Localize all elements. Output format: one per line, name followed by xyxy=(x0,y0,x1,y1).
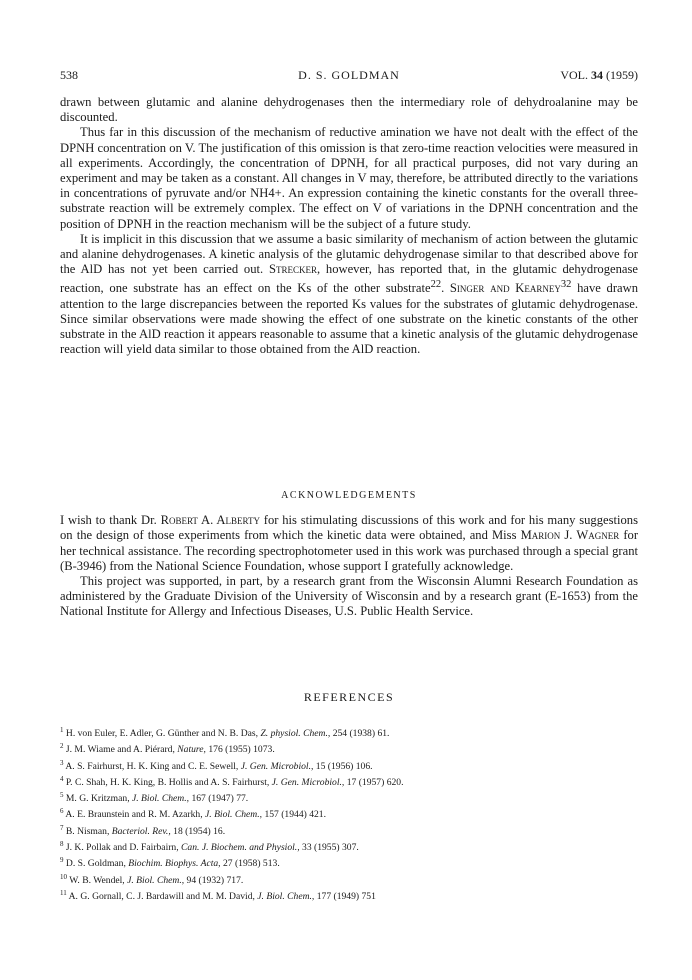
reference-volume-year-page: 15 (1956) 106. xyxy=(315,760,373,772)
reference-authors: J. K. Pollak and D. Fairbairn, xyxy=(65,842,179,854)
reference-volume-year-page: 167 (1947) 77. xyxy=(191,793,249,805)
reference-volume-year-page: 177 (1949) 751 xyxy=(316,891,376,902)
reference-authors: W. B. Wendel, xyxy=(69,874,125,886)
paragraph-continuation: drawn between glutamic and alanine dehydrogenases then the intermediary role of dehydroalanine may be discounted. xyxy=(60,95,638,125)
reference-item xyxy=(60,838,638,854)
reference-number: 8 xyxy=(60,839,64,848)
reference-number: 6 xyxy=(60,807,64,816)
reference-authors: A. E. Braunstein and R. M. Azarkh, xyxy=(65,809,203,821)
references-heading: REFERENCES xyxy=(303,690,395,704)
reference-authors: A. S. Fairhurst, H. K. King and C. E. Sewell, xyxy=(65,760,239,772)
reference-item xyxy=(60,773,638,789)
reference-item xyxy=(60,854,638,870)
reference-journal: J. Gen. Microbiol., xyxy=(271,777,345,789)
reference-volume-year-page: 94 (1932) 717. xyxy=(186,874,244,886)
reference-authors: B. Nisman, xyxy=(65,825,110,837)
reference-authors: P. C. Shah, H. K. King, B. Hollis and A. S. Fairhurst, xyxy=(65,777,270,789)
reference-number: 10 xyxy=(60,872,67,881)
reference-item xyxy=(60,724,638,740)
reference-item xyxy=(60,757,638,773)
volume-info xyxy=(560,68,638,83)
citation-32: 32 xyxy=(560,279,572,291)
reference-item xyxy=(60,789,638,805)
reference-item xyxy=(60,805,638,821)
running-author: D. S. GOLDMAN xyxy=(298,68,400,82)
reference-volume-year-page: 33 (1955) 307. xyxy=(302,842,359,854)
acknowledgements-section xyxy=(60,490,639,620)
volume-year: (1959) xyxy=(606,68,638,82)
reference-volume-year-page: 157 (1944) 421. xyxy=(264,809,327,821)
name-wagner: Marion J. Wagner xyxy=(520,528,620,543)
reference-journal: J. Gen. Microbiol., xyxy=(240,760,314,772)
reference-authors: D. S. Goldman, xyxy=(65,858,126,870)
reference-number: 9 xyxy=(60,856,64,865)
reference-journal: J. Biol. Chem., xyxy=(127,874,185,886)
reference-number: 11 xyxy=(60,888,67,897)
reference-volume-year-page: 254 (1938) 61. xyxy=(332,728,390,740)
reference-volume-year-page: 18 (1954) 16. xyxy=(173,825,226,837)
reference-volume-year-page: 176 (1955) 1073. xyxy=(208,744,275,756)
reference-number: 2 xyxy=(60,742,64,751)
author-strecker: Strecker xyxy=(268,262,317,277)
reference-journal: J. Biol. Chem., xyxy=(257,891,315,902)
reference-journal: J. Biol. Chem., xyxy=(132,793,190,805)
reference-number: 5 xyxy=(60,791,64,800)
reference-authors: A. G. Gornall, C. J. Bardawill and M. M. David, xyxy=(68,891,255,902)
reference-number: 3 xyxy=(60,758,64,767)
citation-22: 22 xyxy=(430,279,442,291)
reference-journal: Z. physiol. Chem., xyxy=(260,728,331,740)
acknowledgements-heading: ACKNOWLEDGEMENTS xyxy=(281,490,417,501)
volume-number: 34 xyxy=(591,68,603,82)
reference-journal: Biochim. Biophys. Acta, xyxy=(128,858,221,870)
reference-authors: M. G. Kritzman, xyxy=(65,793,130,805)
acknowledgements-paragraph-2: This project was supported, in part, by a research grant from the Wisconsin Alumni Research Foundation as administered by the Graduate Division of the University of Wisconsin and by a research grant (E-1653) from the National Institute for Allergy and Infectious Diseases, U.S. Public Health Service. xyxy=(60,574,638,619)
reference-journal: J. Biol. Chem., xyxy=(205,809,263,821)
reference-authors: H. von Euler, E. Adler, G. Günther and N. B. Das, xyxy=(65,728,259,740)
reference-item xyxy=(60,887,638,903)
reference-item xyxy=(60,871,638,887)
paragraph-dpnh: Thus far in this discussion of the mechanism of reductive amination we have not dealt with the effect of the DPNH concentration on V. The justification of this omission is that zero-time reaction velocities were measured in all experiments. Accordingly, the concentration of DPNH, for all practical purposes, did not vary during an experiment and may be taken as a constant. All changes in V may, therefore, be attributed directly to the variations in concentrations of pyruvate and/or NH4+. An expression containing the kinetic constants for the overall three-substrate reaction will be extremely complex. The effect on V of variations in the DPNH concentration and the position of DPNH in the reaction mechanism will be the subject of a future study. xyxy=(60,125,638,231)
reference-item xyxy=(60,740,638,756)
reference-number: 4 xyxy=(60,774,64,783)
page-number: 538 xyxy=(60,68,78,82)
running-head xyxy=(60,68,638,84)
body-text xyxy=(60,95,638,358)
author-singer-kearney: Singer and Kearney xyxy=(449,281,561,296)
volume-label: VOL. xyxy=(560,68,588,82)
references-list xyxy=(60,724,638,903)
reference-authors: J. M. Wiame and A. Piérard, xyxy=(65,744,175,756)
reference-number: 1 xyxy=(60,726,64,734)
name-alberty: Robert A. Alberty xyxy=(160,513,260,528)
paragraph-mechanism: It is implicit in this discussion that we assume a basic similarity of mechanism of action between the glutamic and alanine dehydrogenases. A kinetic analysis of the glutamic dehydrogenase similar to that described above for the AlD has not yet been carried out. Strecker, however, has reported that, in the glutamic dehydrogenase reaction, one substrate has an effect on the Ks of the other substrate$^{22}$. Singer and Kearney$^{32}$ have drawn attention to the large discrepancies between the reported Ks values for the substrates of glutamic dehydrogenase. Since similar observations were made showing the effect of one substrate on the kinetic constants of the other substrate in the AlD reaction it appears reasonable to assume that a kinetic analysis of the glutamic dehydrogenase reaction will yield data similar to those obtained from the AlD reaction. xyxy=(60,231,639,357)
reference-item xyxy=(60,822,638,838)
reference-journal: Can. J. Biochem. and Physiol., xyxy=(181,842,300,854)
reference-journal: Nature, xyxy=(177,744,206,756)
acknowledgements-paragraph-1: I wish to thank Dr. Robert A. Alberty for his stimulating discussions of this work and for his many suggestions on the design of those experiments from which the kinetic data were obtained, and Miss Marion J. Wagner for her technical assistance. The recording spectrophotometer used in this work was purchased through a special grant (B-3946) from the National Science Foundation, whose support I gratefully acknowledge. xyxy=(60,513,639,573)
reference-volume-year-page: 27 (1958) 513. xyxy=(222,858,280,870)
reference-number: 7 xyxy=(60,823,64,832)
reference-journal: Bacteriol. Rev., xyxy=(111,825,171,837)
reference-volume-year-page: 17 (1957) 620. xyxy=(346,777,404,789)
